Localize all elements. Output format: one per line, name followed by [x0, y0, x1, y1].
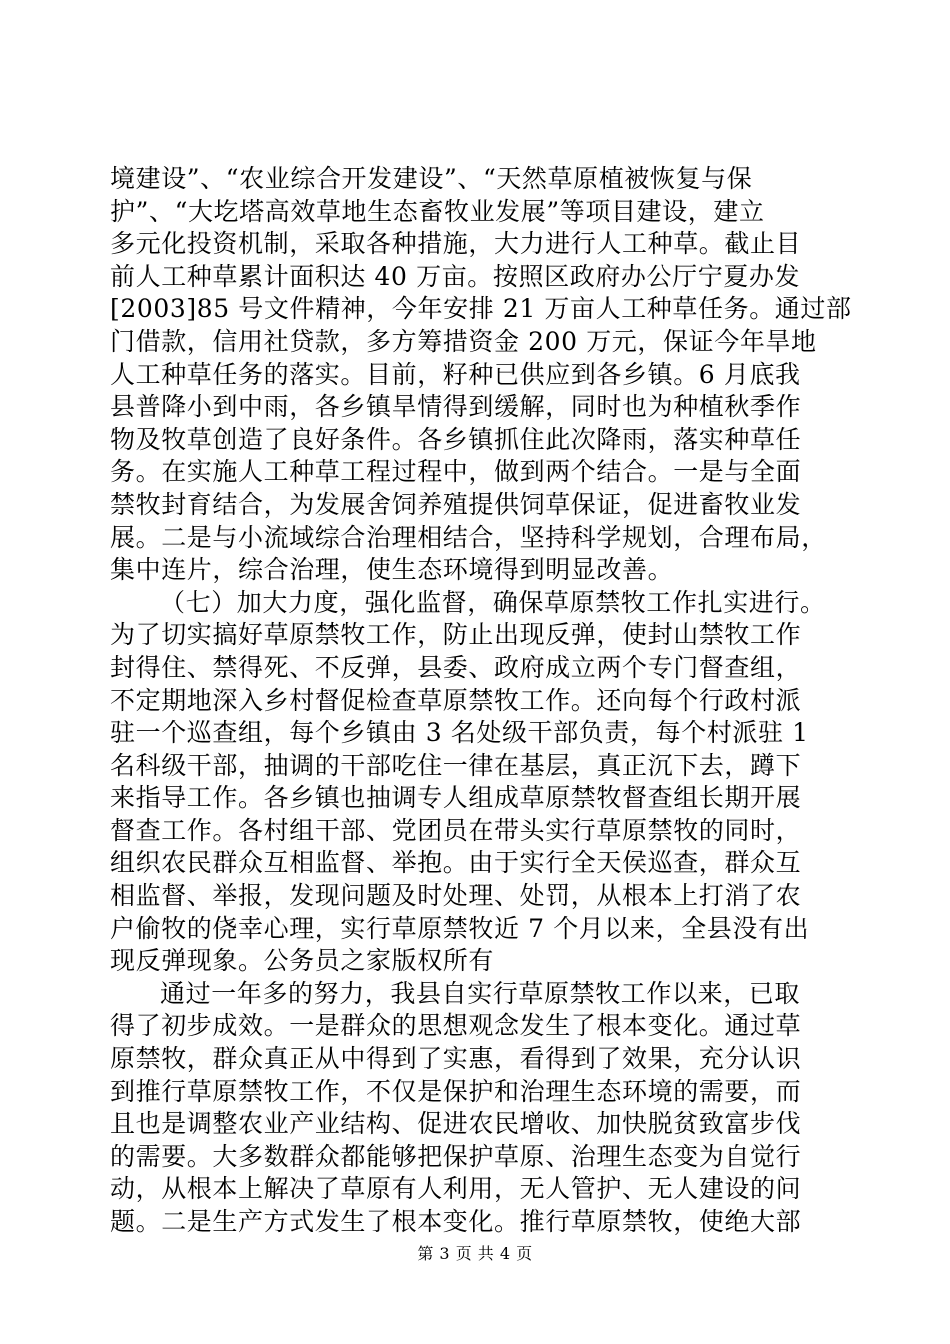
page-footer: 第 3 页 共 4 页	[417, 1244, 533, 1263]
text-line: 通过一年多的努力，我县自实行草原禁牧工作以来，已取	[160, 978, 801, 1008]
text-line: 且也是调整农业产业结构、促进农民增收、加快脱贫致富步伐	[110, 1109, 802, 1139]
text-line: [2003]85 号文件精神，今年安排 21 万亩人工种草任务。通过部	[110, 294, 852, 324]
text-line: 到推行草原禁牧工作，不仅是保护和治理生态环境的需要，而	[110, 1076, 802, 1106]
text-line: 集中连片，综合治理，使生态环境得到明显改善。	[110, 555, 674, 585]
text-line: 驻一个巡查组，每个乡镇由 3 名处级干部负责，每个村派驻 1	[110, 718, 809, 748]
text-line: 现反弹现象。公务员之家版权所有	[110, 946, 495, 976]
text-line: 相监督、举报，发现问题及时处理、处罚，从根本上打消了农	[110, 881, 802, 911]
text-line: 门借款，信用社贷款，多方筹措资金 200 万元，保证今年旱地	[110, 326, 817, 356]
text-line: 封得住、禁得死、不反弹，县委、政府成立两个专门督查组，	[110, 652, 802, 682]
text-line: 前人工种草累计面积达 40 万亩。按照区政府办公厅宁夏办发	[110, 261, 801, 291]
text-line: 展。二是与小流域综合治理相结合，坚持科学规划，合理布局，	[110, 522, 827, 552]
body-text	[110, 163, 850, 1239]
text-line: 物及牧草创造了良好条件。各乡镇抓住此次降雨，落实种草任	[110, 424, 802, 454]
text-line: 名科级干部，抽调的干部吃住一律在基层，真正沉下去，蹲下	[110, 750, 802, 780]
text-line: 组织农民群众互相监督、举抱。由于实行全天侯巡查，群众互	[110, 848, 802, 878]
text-line: 为了切实搞好草原禁牧工作，防止出现反弹，使封山禁牧工作	[110, 620, 802, 650]
text-line: 的需要。大多数群众都能够把保护草原、治理生态变为自觉行	[110, 1141, 802, 1171]
text-line: 动，从根本上解决了草原有人利用，无人管护、无人建设的问	[110, 1174, 802, 1204]
text-line: 督查工作。各村组干部、党团员在带头实行草原禁牧的同时，	[110, 815, 802, 845]
text-line: 境建设”、“农业综合开发建设”、“天然草原植被恢复与保	[110, 164, 753, 193]
text-line: 务。在实施人工种草工程过程中，做到两个结合。一是与全面	[110, 457, 802, 487]
text-line: 县普降小到中雨，各乡镇旱情得到缓解，同时也为种植秋季作	[110, 392, 802, 422]
text-line: 不定期地深入乡村督促检查草原禁牧工作。还向每个行政村派	[110, 685, 802, 715]
text-line: 禁牧封育结合，为发展舍饲养殖提供饲草保证，促进畜牧业发	[110, 489, 802, 519]
text-line: 多元化投资机制，采取各种措施，大力进行人工种草。截止目	[110, 229, 802, 259]
text-line: 户偷牧的侥幸心理，实行草原禁牧近 7 个月以来，全县没有出	[110, 913, 810, 943]
text-line: 护”、“大圪塔高效草地生态畜牧业发展”等项目建设，建立	[110, 196, 765, 226]
text-line: 得了初步成效。一是群众的思想观念发生了根本变化。通过草	[110, 1011, 802, 1041]
text-line: 人工种草任务的落实。目前，籽种已供应到各乡镇。6 月底我	[110, 359, 801, 389]
text-line: 题。二是生产方式发生了根本变化。推行草原禁牧，使绝大部	[110, 1207, 802, 1236]
text-line: （七）加大力度，强化监督，确保草原禁牧工作扎实进行。	[160, 587, 826, 617]
text-line: 原禁牧，群众真正从中得到了实惠，看得到了效果，充分认识	[110, 1044, 802, 1074]
text-line: 来指导工作。各乡镇也抽调专人组成草原禁牧督查组长期开展	[110, 783, 802, 813]
